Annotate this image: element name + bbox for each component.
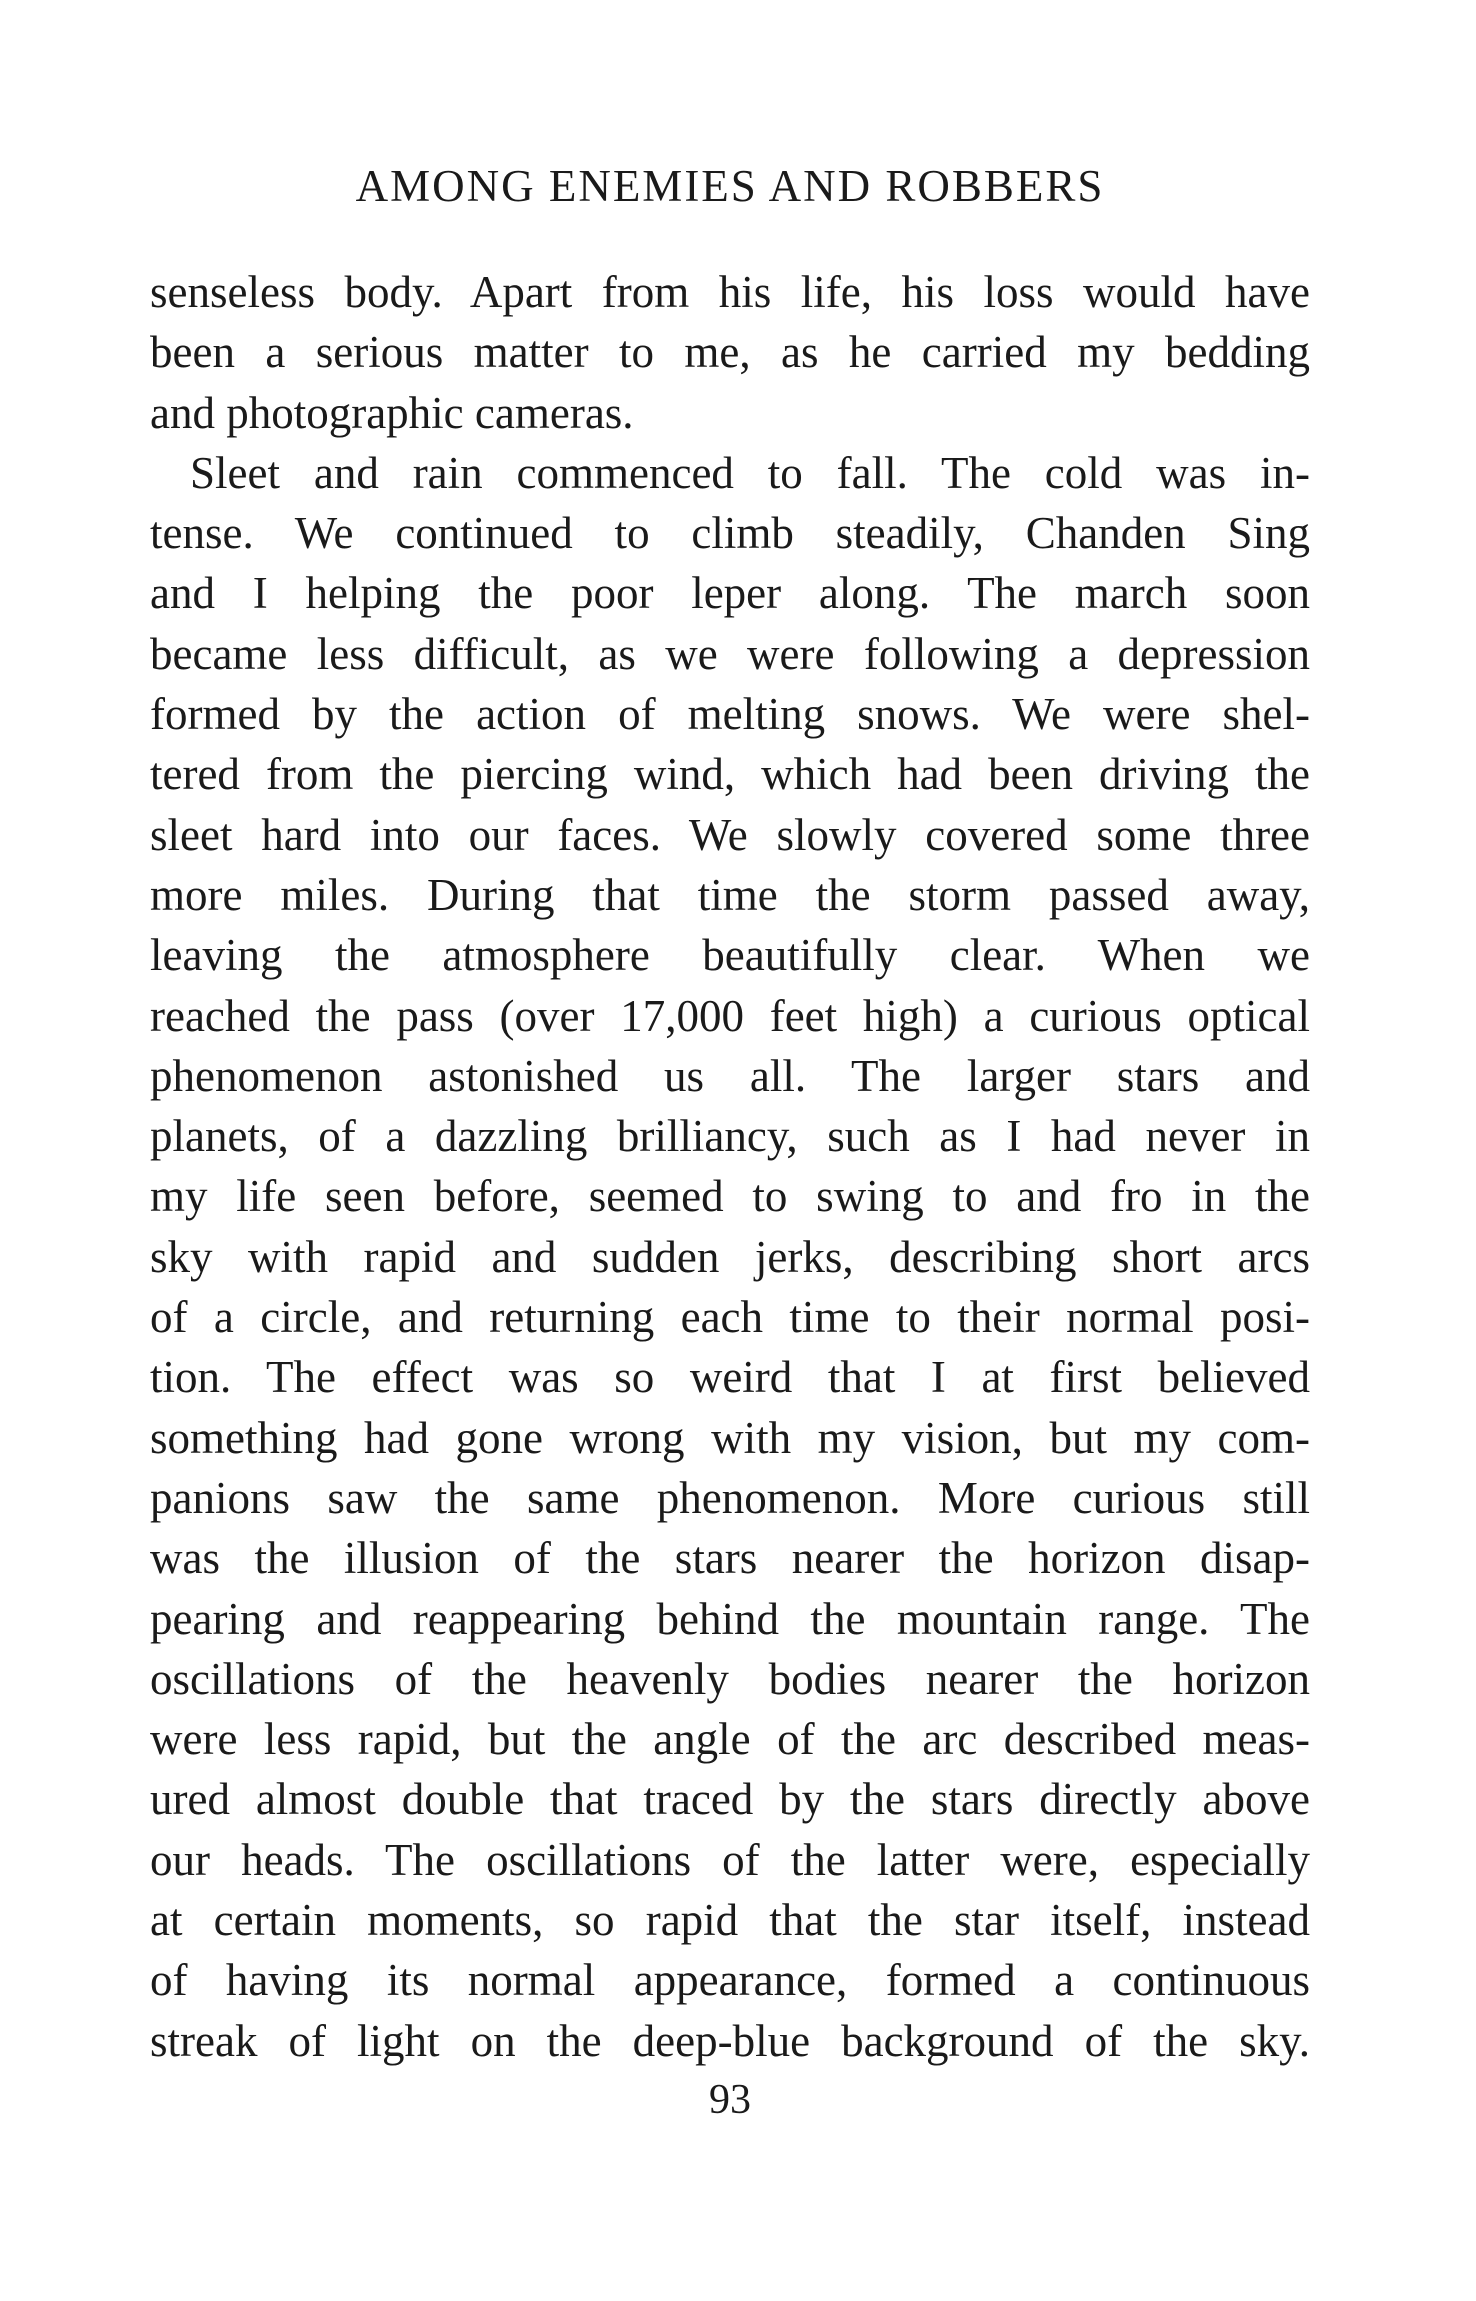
text-line: at certain moments, so rapid that the star itself, instead xyxy=(150,1895,1310,1946)
text-line: oscillations of the heavenly bodies nearer the horizon xyxy=(150,1653,1310,1704)
running-head: AMONG ENEMIES AND ROBBERS xyxy=(355,161,1105,211)
text-line: streak of light on the deep-blue background of the sky. xyxy=(150,2015,1310,2066)
text-line: formed by the action of melting snows. We were shel- xyxy=(150,689,1310,740)
text-line: planets, of a dazzling brilliancy, such as I had never in xyxy=(150,1111,1310,1162)
text-line: phenomenon astonished us all. The larger stars and xyxy=(150,1050,1310,1101)
text-line: leaving the atmosphere beautifully clear. When we xyxy=(150,930,1310,981)
text-line: something had gone wrong with my vision, but my com- xyxy=(150,1412,1310,1463)
text-line: our heads. The oscillations of the latter were, especially xyxy=(150,1834,1310,1885)
text-line: sleet hard into our faces. We slowly covered some three xyxy=(150,809,1310,860)
text-line: panions saw the same phenomenon. More curious still xyxy=(150,1472,1310,1523)
text-line: Sleet and rain commenced to fall. The cold was in- xyxy=(190,447,1310,498)
text-line: became less difficult, as we were following a depression xyxy=(150,628,1310,679)
text-line: of a circle, and returning each time to their normal posi- xyxy=(150,1292,1310,1343)
text-line: was the illusion of the stars nearer the horizon disap- xyxy=(150,1533,1310,1584)
text-line: tense. We continued to climb steadily, Chanden Sing xyxy=(150,508,1310,559)
text-line: ured almost double that traced by the stars directly above xyxy=(150,1774,1310,1825)
text-line: senseless body. Apart from his life, his loss would have xyxy=(150,267,1310,317)
text-line: and photographic cameras. xyxy=(150,387,634,438)
text-line: reached the pass (over 17,000 feet high) a curious optical xyxy=(150,990,1310,1041)
page-number: 93 xyxy=(709,2077,751,2123)
text-line: pearing and reappearing behind the mountain range. The xyxy=(150,1593,1310,1644)
text-line: tion. The effect was so weird that I at first believed xyxy=(150,1352,1310,1403)
text-line: were less rapid, but the angle of the arc described meas- xyxy=(150,1714,1310,1765)
text-line: more miles. During that time the storm passed away, xyxy=(150,869,1310,920)
text-line: been a serious matter to me, as he carried my bedding xyxy=(150,327,1310,378)
text-line: and I helping the poor leper along. The march soon xyxy=(150,568,1310,619)
body-text xyxy=(150,262,1310,2071)
text-line: tered from the piercing wind, which had been driving the xyxy=(150,749,1310,800)
text-line: my life seen before, seemed to swing to and fro in the xyxy=(150,1171,1310,1222)
text-line: sky with rapid and sudden jerks, describing short arcs xyxy=(150,1231,1310,1282)
text-line: of having its normal appearance, formed a continuous xyxy=(150,1955,1310,2006)
